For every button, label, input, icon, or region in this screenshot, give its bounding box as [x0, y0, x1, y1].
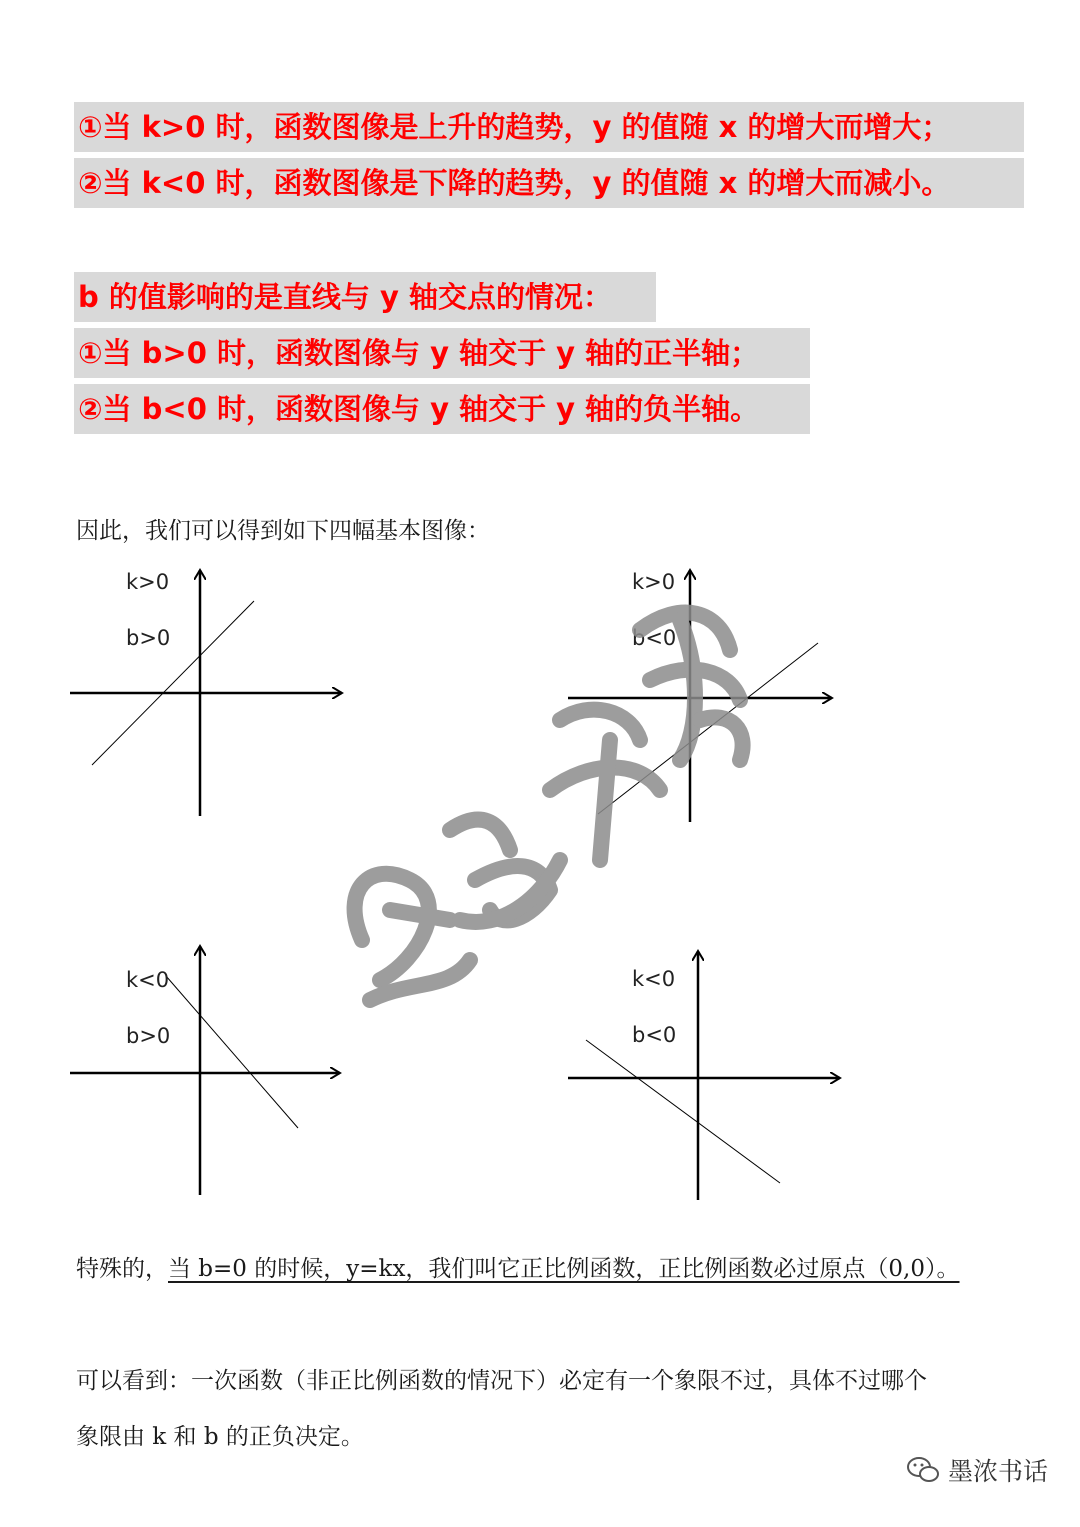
special-underlined: 当 b=0 的时候，y=kx，我们叫它正比例函数，正比例函数必过原点（0,0）。 — [168, 1256, 960, 1282]
conclusion-line-2: 象限由 k 和 b 的正负决定。 — [76, 1424, 364, 1450]
graph-2-b-label: b<0 — [632, 626, 677, 650]
graph-k-neg-b-neg — [566, 945, 866, 1215]
rule-b-positive: ①当 b>0 时，函数图像与 y 轴交于 y 轴的正半轴； — [74, 328, 810, 378]
graph-4-axes — [566, 945, 866, 1215]
function-line — [598, 643, 818, 814]
graph-3-axes — [68, 940, 368, 1210]
graph-1-b-label: b>0 — [126, 626, 171, 650]
special-text — [76, 1250, 960, 1283]
graph-3-b-label: b>0 — [126, 1024, 171, 1048]
graph-k-pos-b-neg — [566, 562, 866, 832]
graph-1-k-label: k>0 — [126, 570, 170, 594]
graph-2-axes — [566, 562, 866, 832]
graph-1-axes — [68, 562, 368, 832]
wechat-icon — [906, 1455, 940, 1485]
function-line — [166, 976, 298, 1128]
graph-k-neg-b-pos — [68, 940, 368, 1210]
rule-k-negative: ②当 k<0 时，函数图像是下降的趋势，y 的值随 x 的增大而减小。 — [74, 158, 1024, 208]
rule-b-heading: b 的值影响的是直线与 y 轴交点的情况： — [74, 272, 656, 322]
function-line — [92, 601, 254, 765]
function-line — [586, 1040, 780, 1183]
rule-k-positive: ①当 k>0 时，函数图像是上升的趋势，y 的值随 x 的增大而增大； — [74, 102, 1024, 152]
rule-b-negative: ②当 b<0 时，函数图像与 y 轴交于 y 轴的负半轴。 — [74, 384, 810, 434]
graph-4-k-label: k<0 — [632, 967, 676, 991]
graph-4-b-label: b<0 — [632, 1023, 677, 1047]
special-prefix: 特殊的， — [76, 1256, 168, 1282]
footer-brand-name: 墨浓书话 — [947, 1457, 1048, 1486]
intro-text: 因此，我们可以得到如下四幅基本图像： — [76, 518, 490, 544]
graph-2-k-label: k>0 — [632, 570, 676, 594]
graph-k-pos-b-pos — [68, 562, 368, 832]
footer-brand — [906, 1452, 1048, 1488]
graph-3-k-label: k<0 — [126, 968, 170, 992]
conclusion-line-1: 可以看到：一次函数（非正比例函数的情况下）必定有一个象限不过，具体不过哪个 — [76, 1368, 927, 1394]
